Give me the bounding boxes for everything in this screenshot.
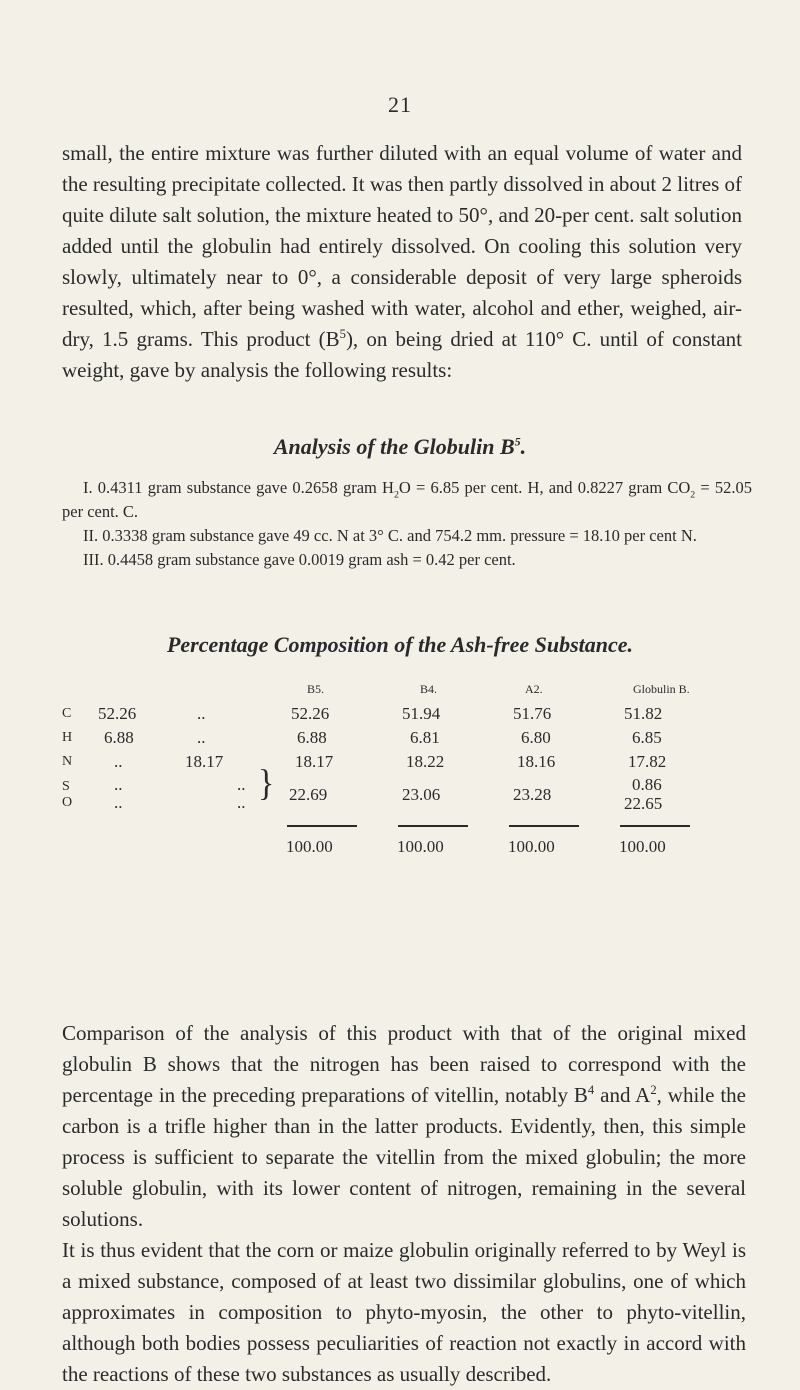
composition-table xyxy=(0,670,800,960)
cell-c-b5: 52.26 xyxy=(291,704,330,723)
paragraph-2-part-a: Comparison of the analysis of this product with that of the original mixed globulin B shows that the nitrogen has been raised to correspond with the percentage in the preceding preparations of vitellin, notably B xyxy=(62,1021,746,1107)
composition-title: Percentage Composition of the Ash-free Substance. xyxy=(166,632,634,657)
analysis-block xyxy=(62,476,752,572)
analysis-title xyxy=(0,434,800,460)
cell-c-a2: 51.76 xyxy=(513,704,552,723)
cell-h-a2: 6.80 xyxy=(521,728,551,747)
row-label-s: S xyxy=(62,779,70,794)
paragraph-2 xyxy=(62,1018,746,1235)
cell-n-b4: 18.22 xyxy=(406,752,445,771)
header-b4: B4. xyxy=(420,682,438,696)
header-a2: A2. xyxy=(525,682,543,696)
row-label-c: C xyxy=(62,706,72,721)
cell-h-b5: 6.88 xyxy=(297,728,327,747)
paragraph-1-superscript: 5 xyxy=(339,327,346,341)
analysis-item-1-part-c: = 52.05 per cent. C. xyxy=(62,478,752,521)
cell-n-analysis-2: 18.17 xyxy=(185,752,224,771)
cell-o-b4: 23.06 xyxy=(402,785,441,804)
brace-icon: } xyxy=(258,763,275,804)
cell-o-a2: 23.28 xyxy=(513,785,552,804)
total-a2: 100.00 xyxy=(508,837,555,856)
row-label-h: H xyxy=(62,730,73,745)
analysis-item-1-part-a: I. 0.4311 gram substance gave 0.2658 gram H xyxy=(83,478,394,497)
total-rule-a2 xyxy=(509,825,579,827)
cell-c-analysis-2: .. xyxy=(197,704,206,723)
cell-n-b5: 18.17 xyxy=(295,752,334,771)
cell-o-globulin-b: 22.65 xyxy=(624,794,663,813)
cell-o-analysis-1: .. xyxy=(114,793,123,812)
analysis-item-1 xyxy=(62,476,752,524)
analysis-item-1-part-b: O = 6.85 per cent. H, and 0.8227 gram CO xyxy=(398,478,691,497)
cell-c-analysis-1: 52.26 xyxy=(98,704,137,723)
cell-n-globulin-b: 17.82 xyxy=(628,752,667,771)
cell-n-analysis-1: .. xyxy=(114,752,123,771)
paragraph-1 xyxy=(62,138,742,386)
paragraph-3: It is thus evident that the corn or maize globulin originally referred to by Weyl is a mixed substance, composed of at least two dissimilar globulins, one of which approximates in composition to phyto-myosin, the other to phyto-vitellin, although both bodies possess peculiarities of reaction not exactly in accord with the reactions of these two substances as usually described. xyxy=(62,1238,746,1386)
cell-s-analysis-2: .. xyxy=(237,775,246,794)
cell-h-globulin-b: 6.85 xyxy=(632,728,662,747)
cell-c-b4: 51.94 xyxy=(402,704,441,723)
paragraph-2-part-b: and A xyxy=(594,1083,651,1107)
paragraph-1-end: ), on being dried at 110° C. until of constant weight, gave by analysis the following results: xyxy=(62,327,742,382)
body-text-lower xyxy=(62,1018,746,1390)
header-globulin-b: Globulin B. xyxy=(633,682,690,696)
total-rule-globulin-b xyxy=(620,825,690,827)
paragraph-2-part-c: , while the carbon is a trifle higher than in the latter products. Evidently, then, this simple process is sufficient to separate the vitellin from the mixed globulin; the more soluble globulin, with its lower content of nitrogen, remaining in the several solutions. xyxy=(62,1083,746,1231)
cell-s-analysis-1: .. xyxy=(114,775,123,794)
row-label-n: N xyxy=(62,754,73,769)
analysis-title-end: . xyxy=(520,434,527,459)
cell-h-b4: 6.81 xyxy=(410,728,440,747)
cell-o-analysis-2: .. xyxy=(237,793,246,812)
total-b4: 100.00 xyxy=(397,837,444,856)
header-b5: B5. xyxy=(307,682,325,696)
paragraph-1-text: small, the entire mixture was further diluted with an equal volume of water and the resulting precipitate collected. It was then partly dissolved in about 2 litres of quite dilute salt solution, the mixture heated to 50°, and 20-per cent. salt solution added until the globulin had entirely dissolved. On cooling this solution very slowly, ultimately near to 0°, a considerable deposit of very large spheroids resulted, which, after being washed with water, alcohol and ether, weighed, air-dry, 1.5 grams. This product (B xyxy=(62,141,742,351)
cell-n-a2: 18.16 xyxy=(517,752,556,771)
analysis-item-3: III. 0.4458 gram substance gave 0.0019 gram ash = 0.42 per cent. xyxy=(83,550,516,569)
cell-h-analysis-1: 6.88 xyxy=(104,728,134,747)
row-label-o: O xyxy=(62,795,73,810)
cell-o-b5: 22.69 xyxy=(289,785,328,804)
analysis-item-2: II. 0.3338 gram substance gave 49 cc. N at 3° C. and 754.2 mm. pressure = 18.10 per cent N. xyxy=(83,526,697,545)
paragraph-2-superscript-2: 2 xyxy=(650,1083,657,1097)
analysis-title-text: Analysis of the Globulin B xyxy=(273,434,515,459)
analysis-item-1-subscript-2: 2 xyxy=(690,489,696,501)
total-rule-b5 xyxy=(287,825,357,827)
total-globulin-b: 100.00 xyxy=(619,837,666,856)
cell-s-globulin-b: 0.86 xyxy=(632,775,662,794)
cell-h-analysis-2: .. xyxy=(197,728,206,747)
page-number: 21 xyxy=(388,92,412,117)
total-rule-b4 xyxy=(398,825,468,827)
cell-c-globulin-b: 51.82 xyxy=(624,704,663,723)
analysis-title-superscript: 5 xyxy=(514,434,521,449)
total-b5: 100.00 xyxy=(286,837,333,856)
analysis-item-1-subscript: 2 xyxy=(393,489,399,501)
paragraph-2-superscript-1: 4 xyxy=(587,1083,595,1097)
